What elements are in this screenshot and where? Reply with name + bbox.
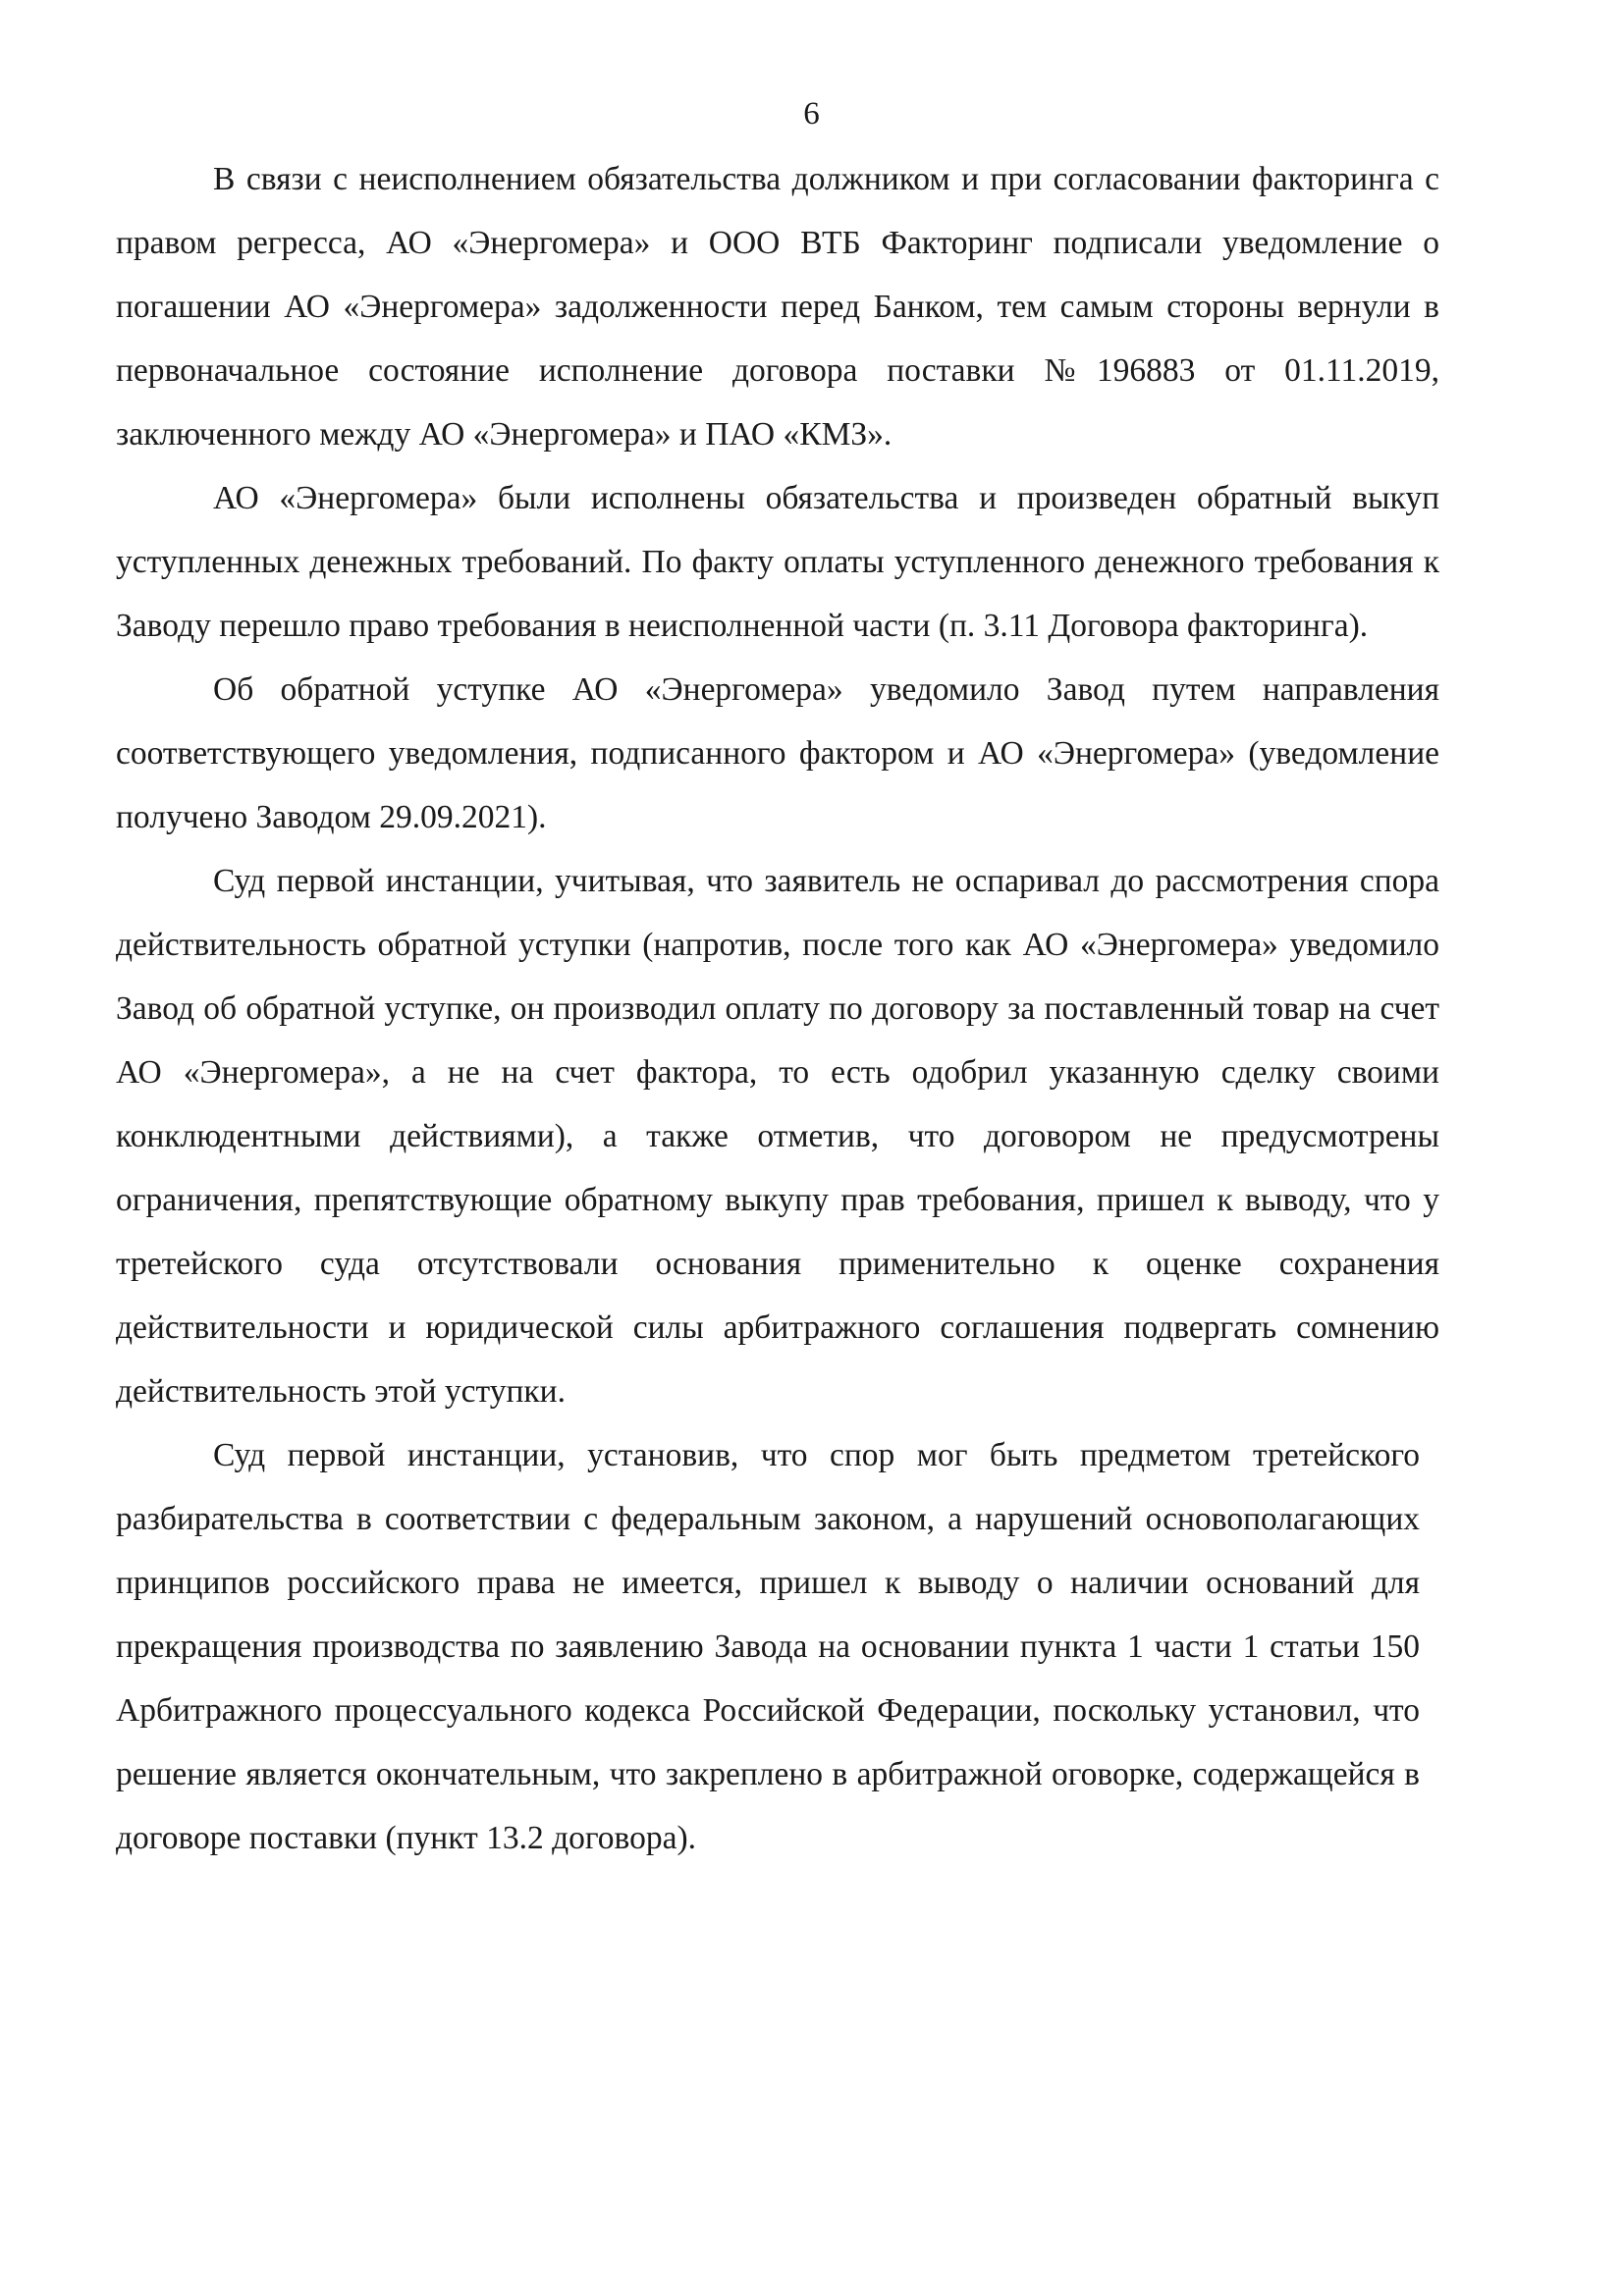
paragraph-2: АО «Энергомера» были исполнены обязательства и произведен обратный выкуп уступленных денежных требований. По факту оплаты уступленного денежного требования к Заводу перешло право требования в неисполненной части (п. 3.11 Договора факторинга). — [116, 480, 1439, 644]
paragraph-1: В связи с неисполнением обязательства должником и при согласовании факторинга с правом регресса, АО «Энергомера» и ООО ВТБ Факторинг подписали уведомление о погашении АО «Энергомера» задолженности перед Банком, тем самым стороны вернули в первоначальное состояние исполнение договора поставки №196883 от 01.11.2019, заключенного между АО «Энергомера» и ПАО «КМЗ». — [116, 161, 1439, 453]
document-body — [116, 147, 1439, 1870]
paragraph-4: Суд первой инстанции, учитывая, что заявитель не оспаривал до рассмотрения спора действительность обратной уступки (напротив, после того как АО «Энергомера» уведомило Завод об обратной уступке, он производил оплату по договору за поставленный товар на счет АО «Энергомера», а не на счет фактора, то есть одобрил указанную сделку своими конклюдентными действиями), а также отметив, что договором не предусмотрены ограничения, препятствующие обратному выкупу прав требования, пришел к выводу, что у третейского суда отсутствовали основания применительно к оценке сохранения действительности и юридической силы арбитражного соглашения подвергать сомнению действительность этой уступки. — [116, 863, 1439, 1410]
page-number: 6 — [803, 96, 820, 132]
paragraph-5: Суд первой инстанции, установив, что спор мог быть предметом третейского разбирательства в соответствии с федеральным законом, а нарушений основополагающих принципов российского права не имеется, пришел к выводу о наличии оснований для прекращения производства по заявлению Завода на основании пункта 1 части 1 статьи 150 Арбитражного процессуального кодекса Российской Федерации, поскольку установил, что решение является окончательным, что закреплено в арбитражной оговорке, содержащейся в договоре поставки (пункт 13.2 договора). — [116, 1437, 1420, 1856]
paragraph-3: Об обратной уступке АО «Энергомера» уведомило Завод путем направления соответствующего уведомления, подписанного фактором и АО «Энергомера» (уведомление получено Заводом 29.09.2021). — [116, 671, 1439, 835]
